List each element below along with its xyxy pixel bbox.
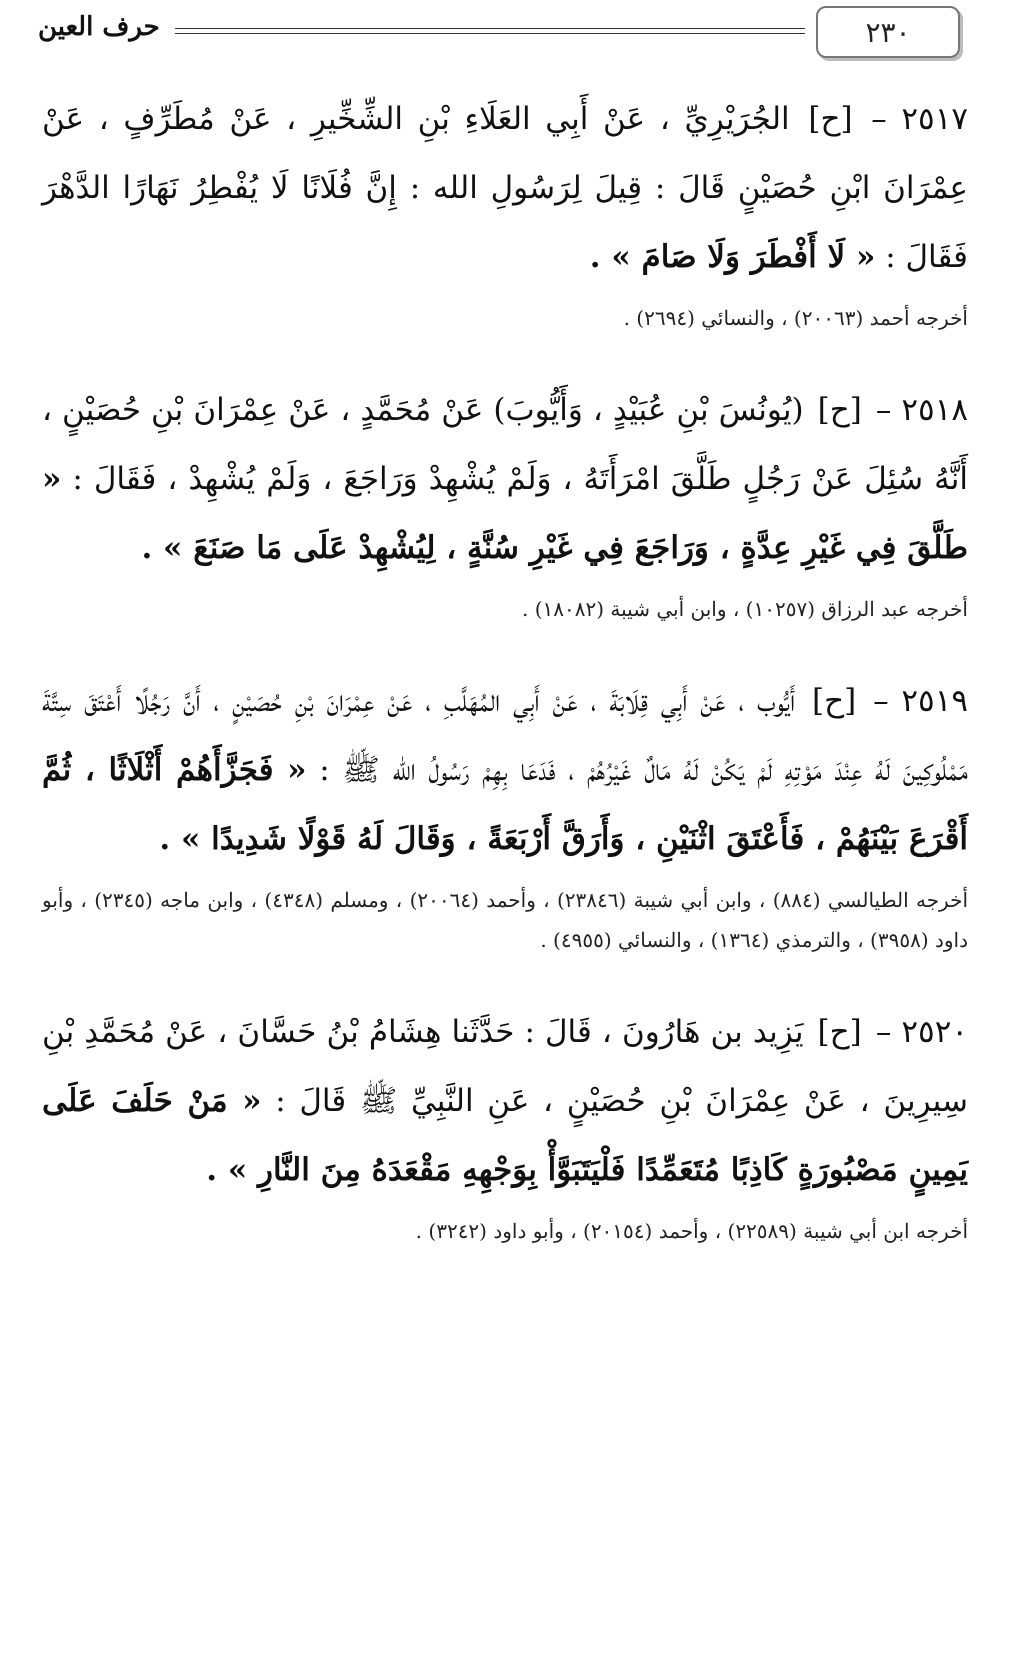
hadith-marker: [ح]: [808, 101, 853, 137]
hadith-takhrij: أخرجه الطيالسي (٨٨٤) ، وابن أبي شيبة (٢٣٨٤٦) ، وأحمد (٢٠٠٦٤) ، ومسلم (٤٣٤٨) ، وابن ماجه (٢٣٤٥) ، وأبو داود (٣٩٥٨) ، والترمذي (١٣٦٤) ، والنسائي (٤٩٥٥) .: [42, 888, 969, 952]
hadith-matn: « لَا أَفْطَرَ وَلَا صَامَ » .: [589, 239, 876, 275]
hadith-entry: [42, 376, 968, 629]
hadith-takhrij: أخرجه أحمد (٢٠٠٦٣) ، والنسائي (٢٦٩٤) .: [623, 306, 968, 330]
hadith-marker: [ح]: [817, 392, 862, 428]
page-header: [0, 0, 1010, 70]
page-content: [42, 85, 968, 1289]
hadith-chain: يَزِيد بن هَارُونَ ، قَالَ : حَدَّثَنا هِشَامُ بْنُ حَسَّانَ ، عَنْ مُحَمَّدِ بْنِ سِيرِينَ ، عَنْ عِمْرَانَ بْنِ حُصَيْنٍ ، عَنِ النَّبِيِّ ﷺ قَالَ :: [42, 1014, 969, 1119]
hadith-matn: « فَجَزَّأَهُمْ أَثْلَاثًا ، ثُمَّ أَقْرَعَ بَيْنَهُمْ ، فَأَعْتَقَ اثْنَيْنِ ، وَأَرَقَّ أَرْبَعَةً ، وَقَالَ لَهُ قَوْلًا شَدِيدًا » .: [42, 752, 968, 857]
hadith-number: ٢٥١٩: [901, 683, 969, 719]
hadith-number: ٢٥١٧: [901, 101, 968, 137]
hadith-takhrij: أخرجه عبد الرزاق (١٠٢٥٧) ، وابن أبي شيبة (١٨٠٨٢) .: [522, 597, 968, 621]
hadith-text: ٢٥١٨ – [ح] (يُونُسَ بْنِ عُبَيْدٍ ، وَأَيُّوبَ) عَنْ مُحَمَّدٍ ، عَنْ عِمْرَانَ بْنِ حُصَيْنٍ ، أَنَّهُ سُئِلَ عَنْ رَجُلٍ طَلَّقَ امْرَأَتَهُ ، وَلَمْ يُشْهِدْ وَرَاجَعَ ، وَلَمْ يُشْهِدْ ، فَقَالَ : « طَلَّقَ فِي غَيْرِ عِدَّةٍ ، وَرَاجَعَ فِي غَيْرِ سُنَّةٍ ، لِيُشْهِدْ عَلَى مَا صَنَعَ » .: [42, 392, 968, 566]
hadith-chain: (يُونُسَ بْنِ عُبَيْدٍ ، وَأَيُّوبَ) عَنْ مُحَمَّدٍ ، عَنْ عِمْرَانَ بْنِ حُصَيْنٍ ، أَنَّهُ سُئِلَ عَنْ رَجُلٍ طَلَّقَ امْرَأَتَهُ ، وَلَمْ يُشْهِدْ وَرَاجَعَ ، وَلَمْ يُشْهِدْ ، فَقَالَ :: [42, 392, 968, 497]
hadith-matn: « طَلَّقَ فِي غَيْرِ عِدَّةٍ ، وَرَاجَعَ فِي غَيْرِ سُنَّةٍ ، لِيُشْهِدْ عَلَى مَا صَنَعَ » .: [42, 461, 968, 566]
hadith-chain: أَيُّوب ، عَنْ أَبِي قِلَابَةَ ، عَنْ أَبِي المُهَلَّبِ ، عَنْ عِمْرَانَ بْنِ حُصَيْنٍ ، أَنَّ رَجُلًا أَعْتَقَ سِتَّةَ مَمْلُوكِينَ لَهُ عِنْدَ مَوْتِهِ لَمْ يَكُنْ لَهُ مَالٌ غَيْرُهُمْ ، فَدَعَا بِهِمْ رَسُولُ الله ﷺ :: [42, 683, 968, 788]
section-title: حرف العين: [38, 12, 160, 42]
hadith-number: ٢٥١٨: [901, 392, 968, 428]
hadith-matn: « مَنْ حَلَفَ عَلَى يَمِينٍ مَصْبُورَةٍ كَاذِبًا مُتَعَمِّدًا فَلْيَتَبَوَّأْ بِوَجْهِهِ مَقْعَدَهُ مِنَ النَّارِ » .: [42, 1083, 968, 1188]
hadith-entry: [42, 85, 968, 338]
hadith-number: ٢٥٢٠: [901, 1014, 968, 1050]
hadith-entry: [42, 667, 968, 960]
hadith-entry: [42, 998, 968, 1251]
page-number-box: [816, 6, 960, 58]
page-number: ٢٣٠: [865, 15, 911, 49]
hadith-text: ٢٥١٩ – [ح] أَيُّوب ، عَنْ أَبِي قِلَابَةَ ، عَنْ أَبِي المُهَلَّبِ ، عَنْ عِمْرَانَ بْنِ حُصَيْنٍ ، أَنَّ رَجُلًا أَعْتَقَ سِتَّةَ مَمْلُوكِينَ لَهُ عِنْدَ مَوْتِهِ لَمْ يَكُنْ لَهُ مَالٌ غَيْرُهُمْ ، فَدَعَا بِهِمْ رَسُولُ الله ﷺ : « فَجَزَّأَهُمْ أَثْلَاثًا ، ثُمَّ أَقْرَعَ بَيْنَهُمْ ، فَأَعْتَقَ اثْنَيْنِ ، وَأَرَقَّ أَرْبَعَةً ، وَقَالَ لَهُ قَوْلًا شَدِيدًا » .: [42, 683, 969, 857]
hadith-text: ٢٥٢٠ – [ح] يَزِيد بن هَارُونَ ، قَالَ : حَدَّثَنا هِشَامُ بْنُ حَسَّانَ ، عَنْ مُحَمَّدِ بْنِ سِيرِينَ ، عَنْ عِمْرَانَ بْنِ حُصَيْنٍ ، عَنِ النَّبِيِّ ﷺ قَالَ : « مَنْ حَلَفَ عَلَى يَمِينٍ مَصْبُورَةٍ كَاذِبًا مُتَعَمِّدًا فَلْيَتَبَوَّأْ بِوَجْهِهِ مَقْعَدَهُ مِنَ النَّارِ » .: [42, 1014, 969, 1188]
hadith-takhrij: أخرجه ابن أبي شيبة (٢٢٥٨٩) ، وأحمد (٢٠١٥٤) ، وأبو داود (٣٢٤٢) .: [415, 1219, 968, 1243]
header-rule: [175, 28, 805, 34]
hadith-chain: الجُرَيْرِيِّ ، عَنْ أَبِي العَلَاءِ بْنِ الشِّخِّيرِ ، عَنْ مُطَرِّفٍ ، عَنْ عِمْرَانَ ابْنِ حُصَيْنٍ قَالَ : قِيلَ لِرَسُولِ الله : إِنَّ فُلَانًا لَا يُفْطِرُ نَهَارًا الدَّهْرَ فَقَالَ :: [42, 101, 968, 275]
hadith-marker: [ح]: [817, 1014, 862, 1050]
hadith-marker: [ح]: [812, 683, 857, 719]
hadith-text: ٢٥١٧ – [ح] الجُرَيْرِيِّ ، عَنْ أَبِي العَلَاءِ بْنِ الشِّخِّيرِ ، عَنْ مُطَرِّفٍ ، عَنْ عِمْرَانَ ابْنِ حُصَيْنٍ قَالَ : قِيلَ لِرَسُولِ الله : إِنَّ فُلَانًا لَا يُفْطِرُ نَهَارًا الدَّهْرَ فَقَالَ : « لَا أَفْطَرَ وَلَا صَامَ » .: [42, 101, 968, 275]
